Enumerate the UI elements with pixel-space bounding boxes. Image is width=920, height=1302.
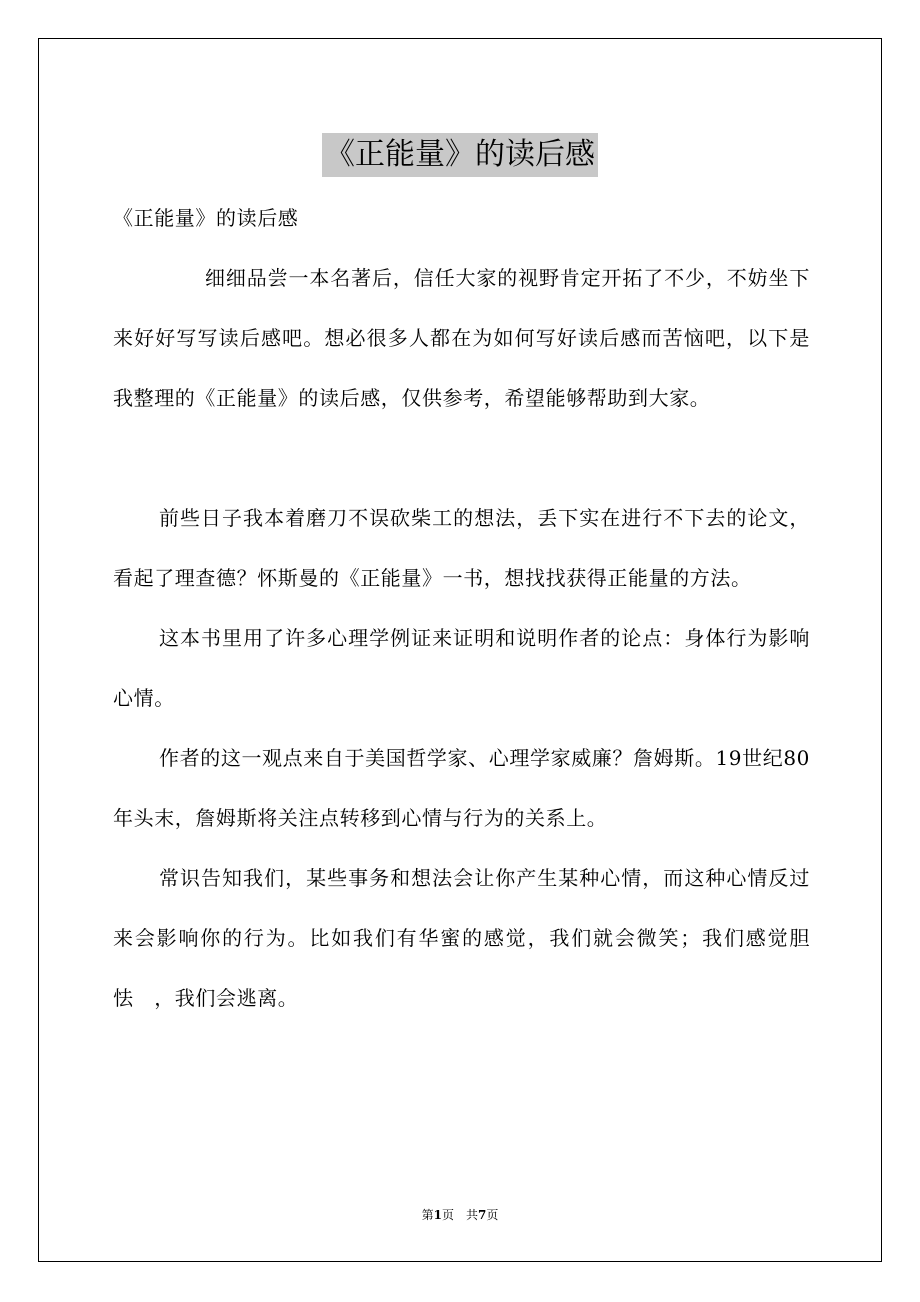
paragraph: 细细品尝一本名著后，信任大家的视野肯定开拓了不少，不妨坐下来好好写写读后感吧。想必很多人都在为如何写好读后感而苦恼吧，以下是我整理的《正能量》的读后感，仅供参考，希望能够帮助到大家。 xyxy=(113,266,810,410)
footer-page-prefix: 第 xyxy=(421,1208,434,1222)
paragraph: 常识告知我们，某些事务和想法会让你产生某种心情，而这种心情反过来会影响你的行为。比如我们有华蜜的感觉，我们就会微笑；我们感觉胆怯 ，我们会逃离。 xyxy=(113,866,810,1010)
paragraph-gap xyxy=(113,428,810,488)
paragraph: 这本书里用了许多心理学例证来证明和说明作者的论点：身体行为影响心情。 xyxy=(113,626,810,710)
document-title: 《正能量》的读后感 xyxy=(322,133,598,177)
paragraph: 前些日子我本着磨刀不误砍柴工的想法，丢下实在进行不下去的论文，看起了理查德？怀斯曼的《正能量》一书，想找找获得正能量的方法。 xyxy=(113,506,810,590)
title-wrap xyxy=(0,113,920,197)
document-body xyxy=(113,188,810,1028)
footer-total-pages: 7 xyxy=(478,1208,487,1222)
footer-page-mid: 页 共 xyxy=(441,1208,478,1222)
footer-page-suffix: 页 xyxy=(486,1208,499,1222)
document-subtitle: 《正能量》的读后感 xyxy=(113,206,299,230)
paragraph: 作者的这一观点来自于美国哲学家、心理学家威廉？詹姆斯。19世纪80年头末，詹姆斯将关注点转移到心情与行为的关系上。 xyxy=(113,746,810,830)
page-footer xyxy=(0,1206,920,1223)
footer-page-number: 1 xyxy=(433,1208,442,1222)
